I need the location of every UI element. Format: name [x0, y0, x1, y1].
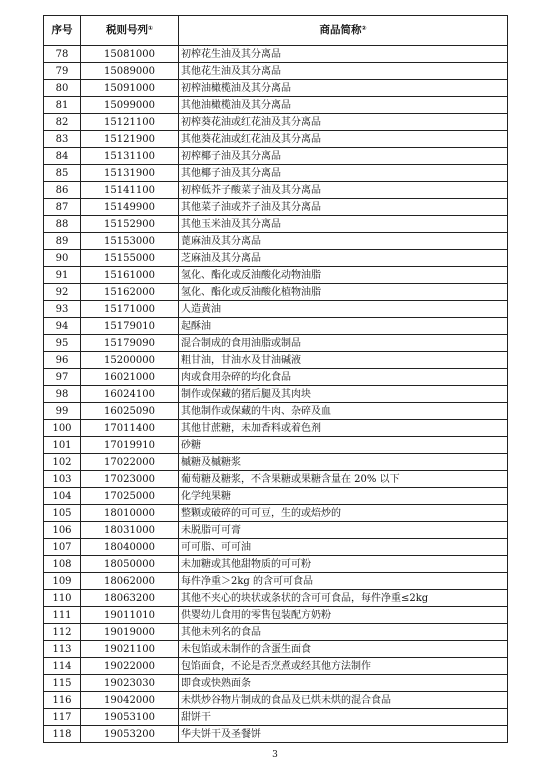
table-row	[44, 403, 508, 420]
table-row	[44, 624, 508, 641]
row-product-name: 其他制作或保藏的牛肉、杂碎及血	[179, 403, 508, 420]
row-tariff-code: 15152900	[81, 216, 179, 233]
row-seq: 97	[44, 369, 81, 386]
table-row	[44, 539, 508, 556]
row-product-name: 混合制成的食用油脂或制品	[179, 335, 508, 352]
table-row	[44, 369, 508, 386]
row-seq: 96	[44, 352, 81, 369]
row-seq: 101	[44, 437, 81, 454]
page-number: 3	[272, 750, 278, 760]
table-row	[44, 148, 508, 165]
table-row	[44, 284, 508, 301]
table-row	[44, 199, 508, 216]
row-seq: 112	[44, 624, 81, 641]
row-product-name: 槭糖及槭糖浆	[179, 454, 508, 471]
row-product-name: 氢化、酯化或反油酸化植物油脂	[179, 284, 508, 301]
row-product-name: 其他不夹心的块状或条状的含可可食品，每件净重≤2kg	[179, 590, 508, 607]
row-tariff-code: 15161000	[81, 267, 179, 284]
row-product-name: 供婴幼儿食用的零售包装配方奶粉	[179, 607, 508, 624]
row-seq: 115	[44, 675, 81, 692]
row-seq: 117	[44, 709, 81, 726]
row-product-name: 其他甘蔗糖，未加香料或着色剂	[179, 420, 508, 437]
row-tariff-code: 19022000	[81, 658, 179, 675]
row-product-name: 初榨葵花油或红花油及其分离品	[179, 114, 508, 131]
row-product-name: 葡萄糖及糖浆，不含果糖或果糖含量在 20% 以下	[179, 471, 508, 488]
table-body	[44, 46, 508, 743]
row-product-name: 其他玉米油及其分离品	[179, 216, 508, 233]
table-header	[44, 16, 508, 46]
table-row	[44, 216, 508, 233]
table-row	[44, 97, 508, 114]
table-row	[44, 182, 508, 199]
table-row	[44, 726, 508, 743]
row-product-name: 氢化、酯化或反油酸化动物油脂	[179, 267, 508, 284]
row-seq: 81	[44, 97, 81, 114]
row-seq: 93	[44, 301, 81, 318]
row-tariff-code: 15153000	[81, 233, 179, 250]
row-seq: 116	[44, 692, 81, 709]
row-product-name: 粗甘油，甘油水及甘油碱液	[179, 352, 508, 369]
row-tariff-code: 15179010	[81, 318, 179, 335]
row-seq: 92	[44, 284, 81, 301]
row-product-name: 未烘炒谷物片制成的食品及已烘未烘的混合食品	[179, 692, 508, 709]
row-product-name: 其他未列名的食品	[179, 624, 508, 641]
row-product-name: 未脱脂可可膏	[179, 522, 508, 539]
header-name: 商品简称②	[179, 16, 508, 46]
row-product-name: 初榨低芥子酸菜子油及其分离品	[179, 182, 508, 199]
table-row	[44, 454, 508, 471]
table-row	[44, 420, 508, 437]
row-tariff-code: 17011400	[81, 420, 179, 437]
row-tariff-code: 15162000	[81, 284, 179, 301]
row-tariff-code: 19023030	[81, 675, 179, 692]
row-tariff-code: 19019000	[81, 624, 179, 641]
row-tariff-code: 18040000	[81, 539, 179, 556]
table-row	[44, 488, 508, 505]
row-tariff-code: 17022000	[81, 454, 179, 471]
row-product-name: 即食或快熟面条	[179, 675, 508, 692]
row-product-name: 其他葵花油或红花油及其分离品	[179, 131, 508, 148]
row-product-name: 其他菜子油或芥子油及其分离品	[179, 199, 508, 216]
row-tariff-code: 19053100	[81, 709, 179, 726]
row-tariff-code: 15089000	[81, 63, 179, 80]
row-seq: 114	[44, 658, 81, 675]
footnote-mark-2: ②	[361, 25, 367, 32]
header-seq: 序号	[44, 16, 81, 46]
table-row	[44, 301, 508, 318]
table-row	[44, 80, 508, 97]
row-product-name: 每件净重＞2kg 的含可可食品	[179, 573, 508, 590]
row-seq: 106	[44, 522, 81, 539]
row-seq: 83	[44, 131, 81, 148]
row-tariff-code: 18063200	[81, 590, 179, 607]
row-seq: 90	[44, 250, 81, 267]
row-tariff-code: 18031000	[81, 522, 179, 539]
row-seq: 100	[44, 420, 81, 437]
table-row	[44, 692, 508, 709]
row-tariff-code: 18010000	[81, 505, 179, 522]
row-seq: 109	[44, 573, 81, 590]
table-row	[44, 675, 508, 692]
table-row	[44, 233, 508, 250]
row-tariff-code: 15200000	[81, 352, 179, 369]
row-tariff-code: 16021000	[81, 369, 179, 386]
row-seq: 82	[44, 114, 81, 131]
row-tariff-code: 18050000	[81, 556, 179, 573]
row-product-name: 未加糖或其他甜物质的可可粉	[179, 556, 508, 573]
row-seq: 108	[44, 556, 81, 573]
row-seq: 95	[44, 335, 81, 352]
table-row	[44, 46, 508, 63]
footnote-mark-1: ①	[147, 25, 154, 32]
table-row	[44, 165, 508, 182]
table-row	[44, 437, 508, 454]
row-seq: 86	[44, 182, 81, 199]
row-tariff-code: 17023000	[81, 471, 179, 488]
table-row	[44, 63, 508, 80]
row-seq: 98	[44, 386, 81, 403]
header-code: 税则号列①	[81, 16, 179, 46]
table-row	[44, 471, 508, 488]
row-tariff-code: 15131900	[81, 165, 179, 182]
row-tariff-code: 15179090	[81, 335, 179, 352]
row-seq: 113	[44, 641, 81, 658]
row-seq: 85	[44, 165, 81, 182]
row-seq: 103	[44, 471, 81, 488]
row-tariff-code: 17019910	[81, 437, 179, 454]
row-tariff-code: 15099000	[81, 97, 179, 114]
table-row	[44, 386, 508, 403]
table-row	[44, 556, 508, 573]
row-tariff-code: 16025090	[81, 403, 179, 420]
table-row	[44, 318, 508, 335]
row-seq: 89	[44, 233, 81, 250]
row-product-name: 未包馅或未制作的含蛋生面食	[179, 641, 508, 658]
row-seq: 107	[44, 539, 81, 556]
row-tariff-code: 15171000	[81, 301, 179, 318]
table-row	[44, 352, 508, 369]
row-product-name: 初榨花生油及其分离品	[179, 46, 508, 63]
table-row	[44, 641, 508, 658]
table-row	[44, 607, 508, 624]
tariff-table	[43, 15, 508, 743]
row-product-name: 芝麻油及其分离品	[179, 250, 508, 267]
table-row	[44, 709, 508, 726]
table-row	[44, 267, 508, 284]
row-seq: 104	[44, 488, 81, 505]
header-row	[44, 16, 508, 46]
row-product-name: 华夫饼干及圣餐饼	[179, 726, 508, 743]
row-product-name: 初榨椰子油及其分离品	[179, 148, 508, 165]
table-row	[44, 658, 508, 675]
row-seq: 78	[44, 46, 81, 63]
row-product-name: 可可脂、可可油	[179, 539, 508, 556]
row-seq: 88	[44, 216, 81, 233]
row-tariff-code: 15081000	[81, 46, 179, 63]
row-seq: 84	[44, 148, 81, 165]
row-tariff-code: 18062000	[81, 573, 179, 590]
row-product-name: 整颗或破碎的可可豆，生的或焙炒的	[179, 505, 508, 522]
row-tariff-code: 15131100	[81, 148, 179, 165]
row-tariff-code: 19021100	[81, 641, 179, 658]
row-tariff-code: 19011010	[81, 607, 179, 624]
row-product-name: 起酥油	[179, 318, 508, 335]
row-product-name: 其他椰子油及其分离品	[179, 165, 508, 182]
row-product-name: 制作或保藏的猪后腿及其肉块	[179, 386, 508, 403]
row-tariff-code: 15091000	[81, 80, 179, 97]
row-seq: 102	[44, 454, 81, 471]
row-seq: 105	[44, 505, 81, 522]
row-tariff-code: 19042000	[81, 692, 179, 709]
row-seq: 91	[44, 267, 81, 284]
row-product-name: 肉或食用杂碎的均化食品	[179, 369, 508, 386]
row-product-name: 其他花生油及其分离品	[179, 63, 508, 80]
row-tariff-code: 16024100	[81, 386, 179, 403]
row-product-name: 初榨油橄榄油及其分离品	[179, 80, 508, 97]
row-product-name: 人造黄油	[179, 301, 508, 318]
table-row	[44, 131, 508, 148]
row-seq: 79	[44, 63, 81, 80]
row-tariff-code: 15121900	[81, 131, 179, 148]
table-row	[44, 505, 508, 522]
row-seq: 118	[44, 726, 81, 743]
row-seq: 80	[44, 80, 81, 97]
table-row	[44, 590, 508, 607]
row-product-name: 包馅面食，不论是否烹煮或经其他方法制作	[179, 658, 508, 675]
table-row	[44, 522, 508, 539]
row-tariff-code: 15149900	[81, 199, 179, 216]
table-row	[44, 250, 508, 267]
row-product-name: 甜饼干	[179, 709, 508, 726]
table-row	[44, 335, 508, 352]
table-row	[44, 573, 508, 590]
row-tariff-code: 17025000	[81, 488, 179, 505]
row-product-name: 化学纯果糖	[179, 488, 508, 505]
row-tariff-code: 15155000	[81, 250, 179, 267]
row-tariff-code: 15121100	[81, 114, 179, 131]
row-seq: 94	[44, 318, 81, 335]
row-tariff-code: 19053200	[81, 726, 179, 743]
row-product-name: 蓖麻油及其分离品	[179, 233, 508, 250]
row-seq: 99	[44, 403, 81, 420]
row-seq: 110	[44, 590, 81, 607]
row-product-name: 砂糖	[179, 437, 508, 454]
table-row	[44, 114, 508, 131]
row-seq: 87	[44, 199, 81, 216]
row-product-name: 其他油橄榄油及其分离品	[179, 97, 508, 114]
row-tariff-code: 15141100	[81, 182, 179, 199]
row-seq: 111	[44, 607, 81, 624]
